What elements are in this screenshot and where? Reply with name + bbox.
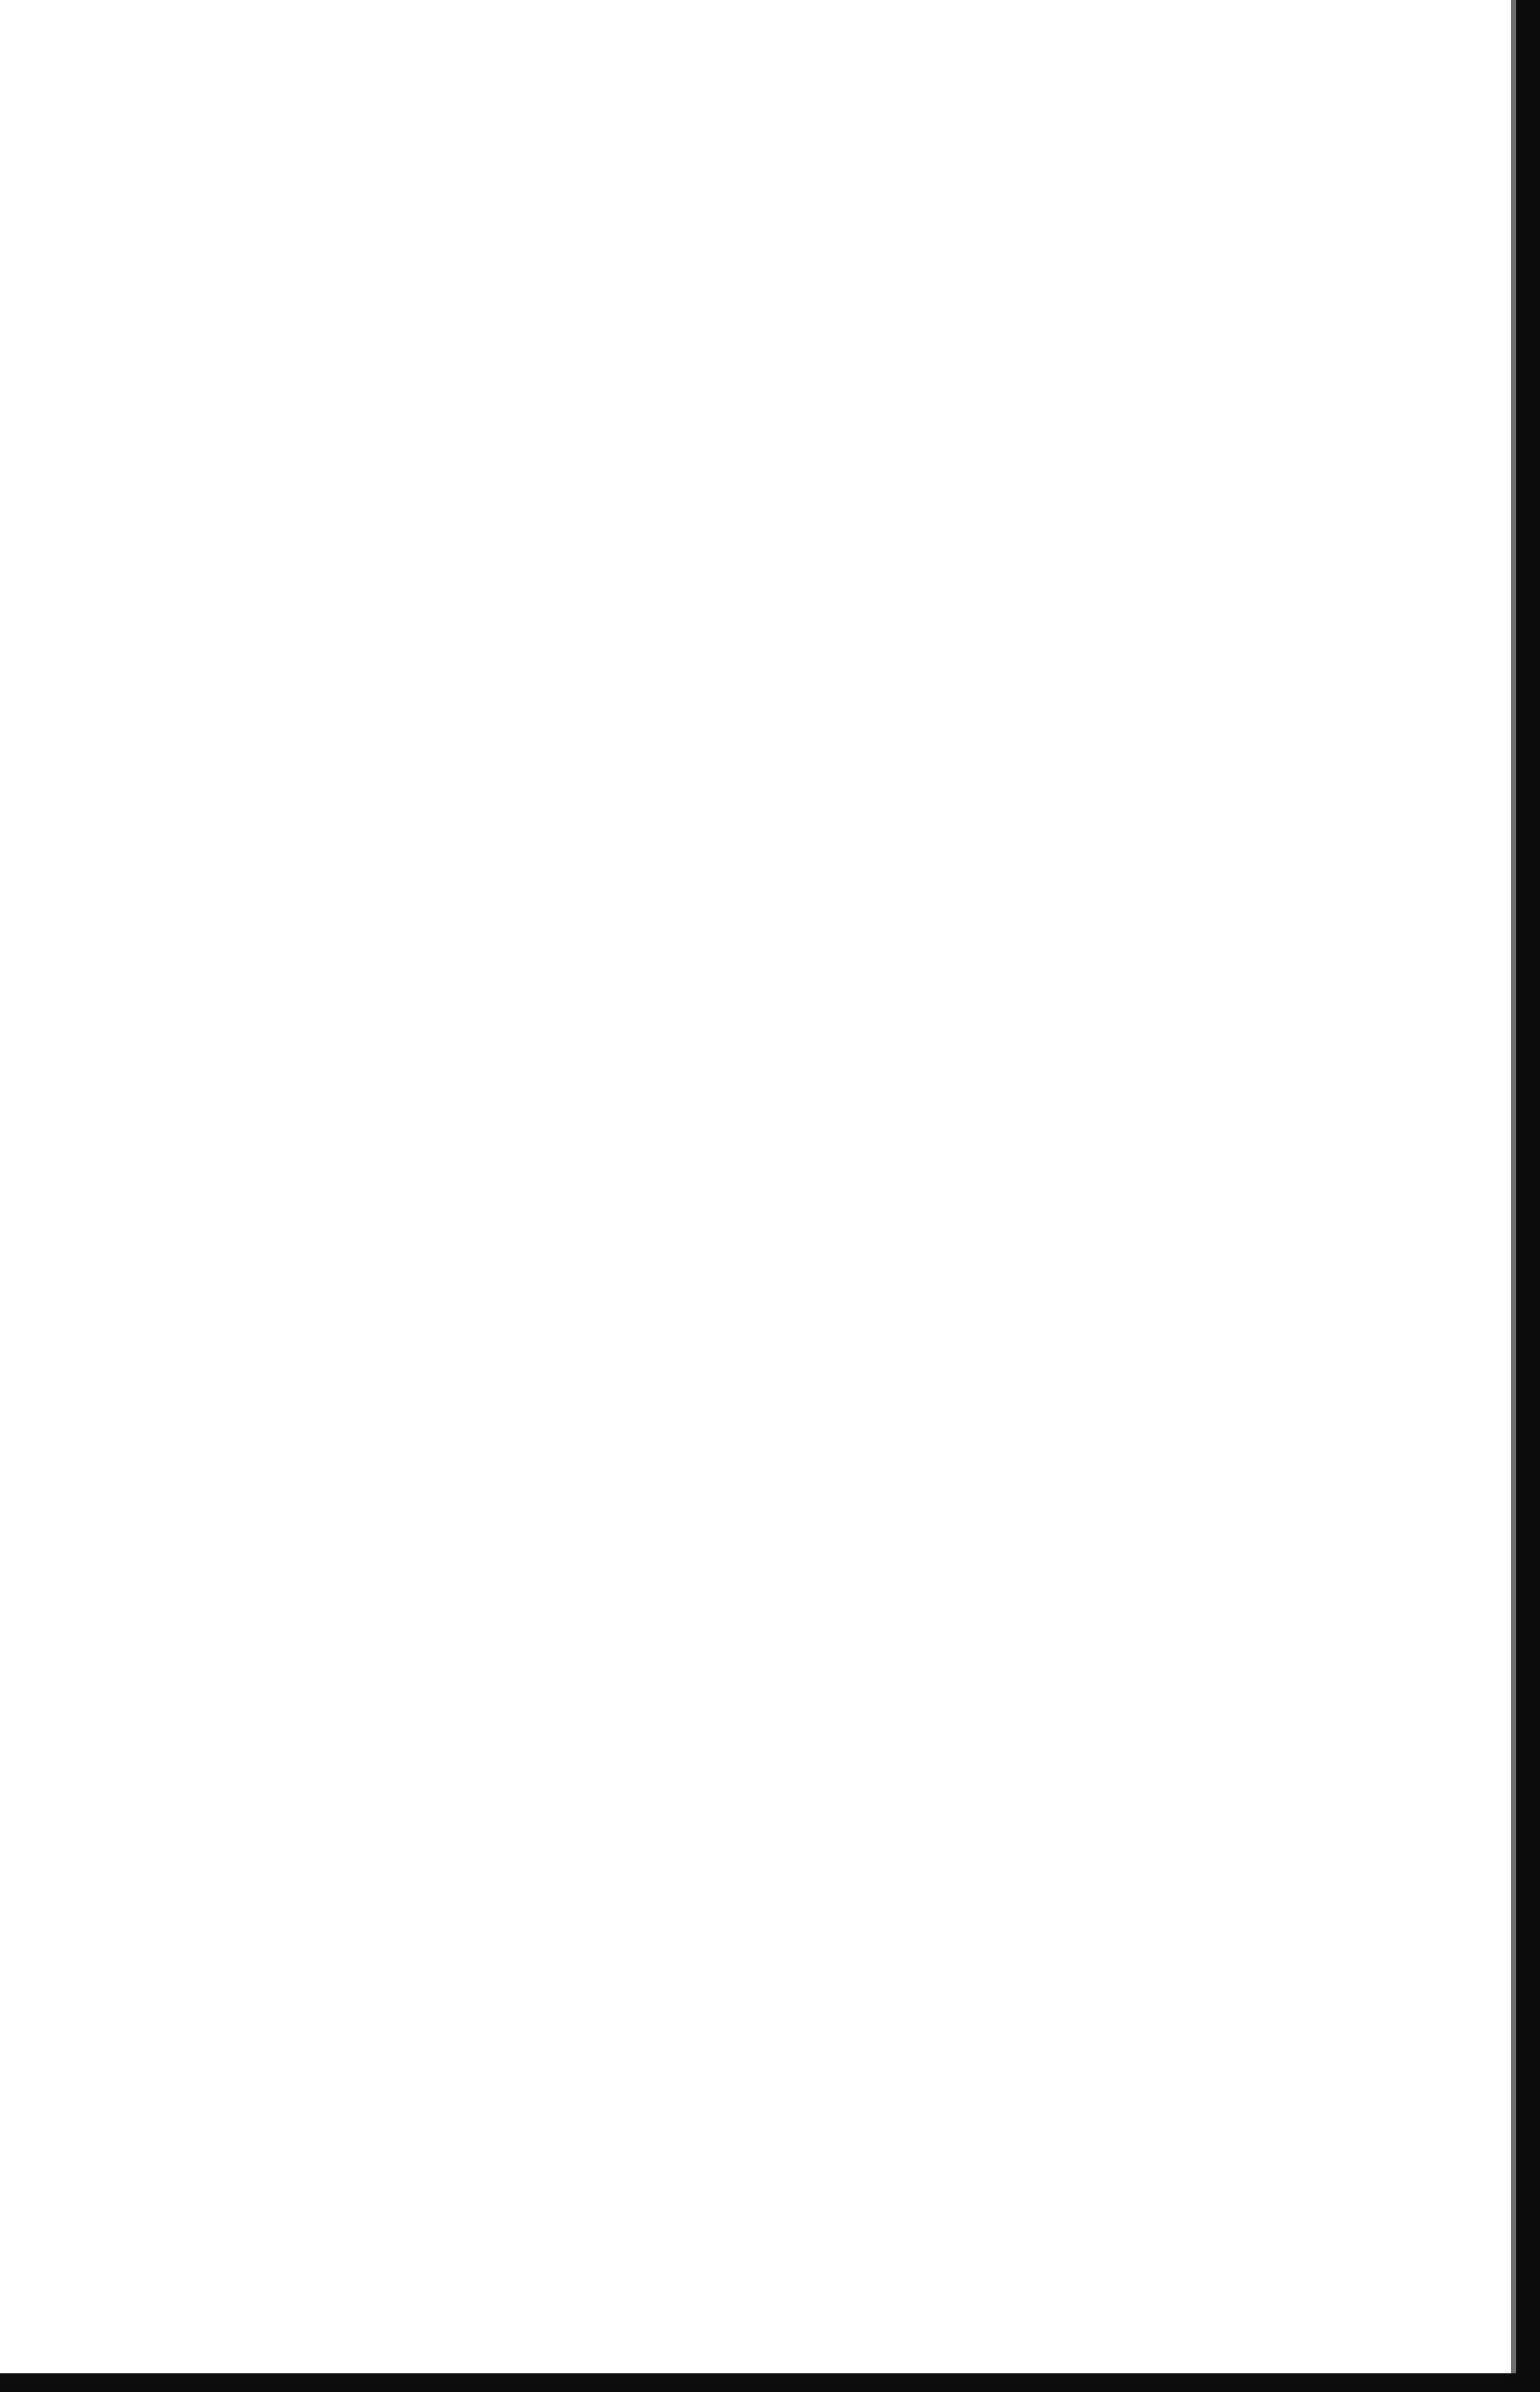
section-heading — [284, 278, 1417, 326]
scan-edge-right — [1516, 0, 1540, 2392]
scan-edge-bottom — [0, 2373, 1540, 2392]
section-lhota-dotis — [284, 435, 1417, 484]
section-heading — [284, 357, 1417, 405]
section-lhota-michaelis — [284, 514, 1417, 563]
section-heading — [284, 435, 1417, 484]
section-heading — [284, 514, 1417, 563]
section-branssow — [284, 357, 1417, 405]
text-block — [284, 247, 1417, 581]
section-krassicowicz — [284, 278, 1417, 326]
